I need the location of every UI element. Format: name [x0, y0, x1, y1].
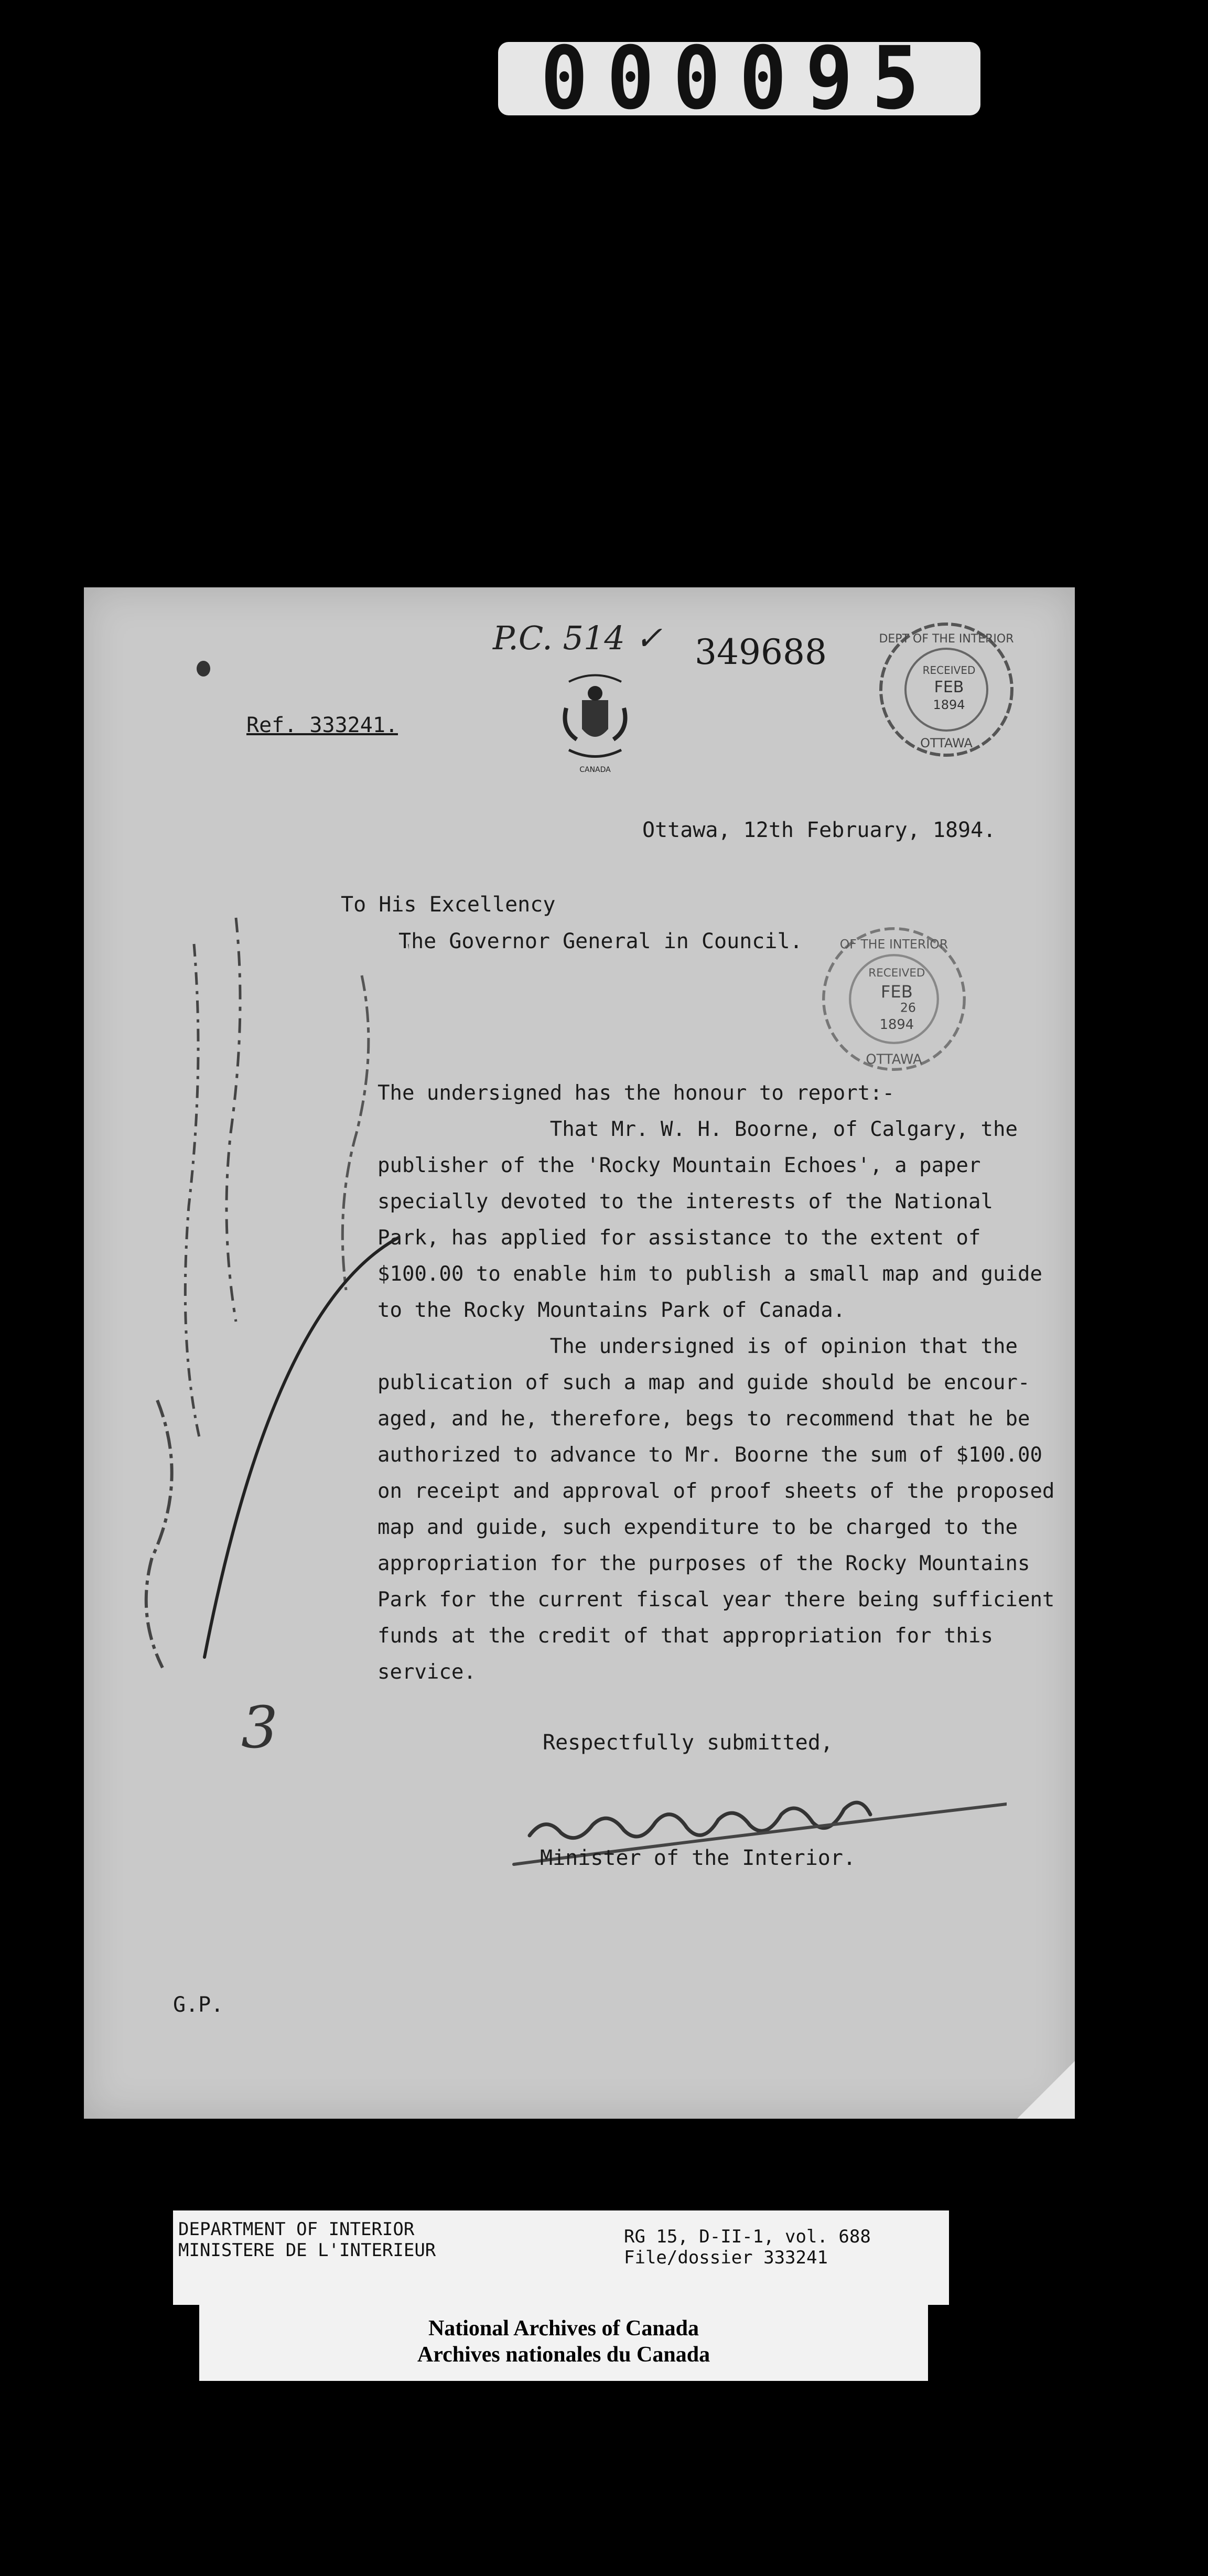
received-stamp-2 [818, 923, 970, 1075]
record-group [624, 2226, 871, 2268]
svg-text:1894: 1894 [933, 697, 965, 712]
frame-number: 000095 [541, 28, 938, 129]
department-names [178, 2219, 436, 2261]
file-number: 349688 [695, 632, 827, 672]
nac-english: National Archives of Canada [428, 2316, 699, 2341]
letter-body: The undersigned has the honour to report:- That Mr. W. H. Boorne, of Calgary, the publisher of the 'Rocky Mountain Echoes', a paper specially devoted to the interests of the National Park, has applied for assistance to the extent of $100.00 to enable him to publish a small map and guide to the Rocky Mountains Park of Canada. The undersigned is of opinion that the publication of such a map and guide should be encour- aged, and he, therefore, begs to recommend that he be authorized to advance to Mr. Boorne the sum of $100.00 on receipt and approval of proof sheets of the proposed map and guide, such expenditure to be charged to the appropriation for the purposes of the Rocky Mountains Park for the current fiscal year there being sufficient funds at the credit of that appropriation for this service. [378, 1081, 1055, 1684]
nac-french: Archives nationales du Canada [417, 2343, 710, 2367]
document-sheet [84, 587, 1075, 2119]
file-dossier: File/dossier 333241 [624, 2247, 828, 2268]
archive-reference-label [173, 2210, 949, 2305]
pc-handwritten-note: P.C. 514 ✓ [493, 619, 663, 657]
signatory-title: Minister of the Interior. [540, 1846, 856, 1870]
national-archives-label [199, 2302, 928, 2381]
salutation [341, 886, 803, 960]
page-mark: 3 [241, 1694, 278, 1761]
salutation-line-1: To His Excellency [341, 893, 556, 917]
rg-number: RG 15, D-II-1, vol. 688 [624, 2226, 871, 2247]
frame-number-strip [498, 28, 980, 129]
svg-text:26: 26 [900, 1000, 916, 1015]
svg-text:RECEIVED: RECEIVED [922, 664, 976, 677]
svg-text:OF THE INTERIOR: OF THE INTERIOR [839, 937, 948, 952]
corner-fold [1017, 2061, 1075, 2119]
svg-text:CANADA: CANADA [579, 766, 611, 774]
reference-number: Ref. 333241. [246, 713, 398, 737]
initials: G.P. [173, 1993, 224, 2017]
punch-hole [197, 661, 210, 677]
svg-text:RECEIVED: RECEIVED [868, 967, 925, 980]
received-stamp-1 [876, 619, 1017, 760]
svg-text:FEB: FEB [934, 678, 964, 696]
salutation-line-2: The Governor General in Council. [398, 929, 803, 953]
department-crest-icon [551, 671, 640, 776]
dept-en: DEPARTMENT OF INTERIOR [178, 2219, 415, 2240]
svg-text:FEB: FEB [880, 981, 913, 1002]
marginal-handwritten-notes [115, 913, 409, 1804]
svg-text:1894: 1894 [879, 1016, 914, 1033]
closing: Respectfully submitted, [543, 1731, 833, 1755]
svg-text:OTTAWA: OTTAWA [866, 1051, 922, 1068]
svg-text:OTTAWA: OTTAWA [920, 736, 973, 750]
svg-text:DEPT OF THE INTERIOR: DEPT OF THE INTERIOR [879, 632, 1014, 646]
dept-fr: MINISTERE DE L'INTERIEUR [178, 2240, 436, 2261]
letter-date: Ottawa, 12th February, 1894. [642, 818, 996, 842]
